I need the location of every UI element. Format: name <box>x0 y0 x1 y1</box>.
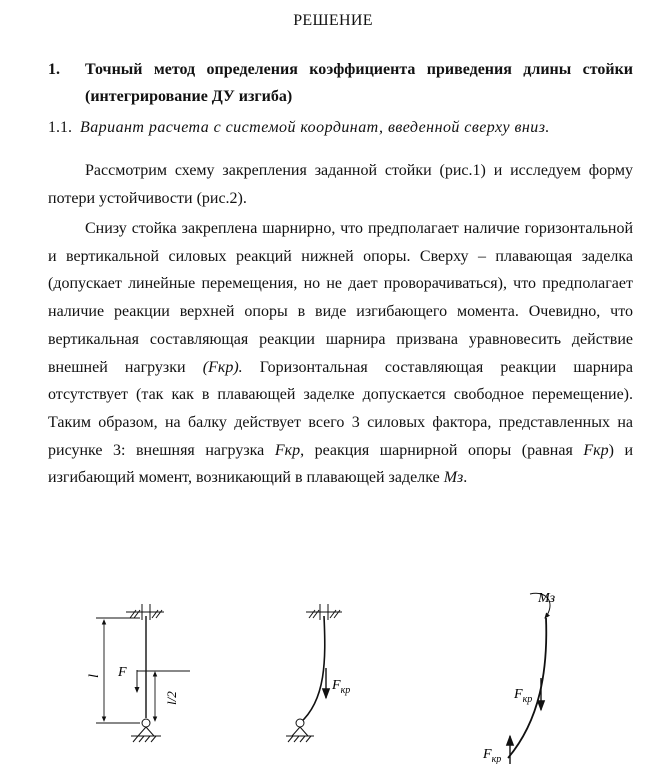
force-label: $F_{кр}$ <box>332 678 351 696</box>
paragraph-text: Снизу стойка закреплена шарнирно, что предполагает наличие горизонтальной и вертикальной силовых реакций нижней опоры. Сверху – плавающая заделка (допускает линейные перемещения, но не дает проворачиваться), что предполагает наличие реакции верхней опоры в виде изгибающего момента. Очевидно, что вертикальная составляющая реакции шарнира призвана уравновесить действие внешней нагрузки <box>48 220 633 376</box>
paragraph-analysis <box>48 215 633 492</box>
reaction-label: $F_{кр}$ <box>483 747 502 764</box>
half-length-label: l/2 <box>164 691 179 705</box>
force-label: $F_{кр}$ <box>514 687 533 705</box>
paragraph-text: ) и изгибающий момент, возникающий в плавающей заделке <box>48 441 634 487</box>
moment-symbol: Мз <box>443 469 464 487</box>
pin-support-icon <box>286 719 314 742</box>
pin-support-icon <box>131 719 161 742</box>
force-symbol: Fкр <box>583 441 609 459</box>
length-label: l <box>87 674 102 678</box>
figure-3-force-diagram <box>482 591 556 764</box>
figure-1-column-scheme <box>87 604 190 742</box>
figure-2-buckling-shape <box>286 604 350 742</box>
force-label: F <box>118 665 127 680</box>
paragraph-text: Горизонтальная составляющая реакции шарнира отсутствует (так как в плавающей заделке допускается свободное перемещение). Таким образом, на балку действует всего 3 силовых фактора, представленных на рисунке 3: внешняя нагрузка <box>48 358 633 459</box>
section-heading <box>48 56 633 110</box>
paragraph-text: , реакция шарнирной опоры (равная <box>300 441 584 459</box>
paragraph-intro: Рассмотрим схему закрепления заданной стойки (рис.1) и исследуем форму потери устойчивости (рис.2). <box>48 162 633 207</box>
figures-diagram <box>0 580 666 764</box>
subsection-number: 1.1. <box>48 119 72 136</box>
deformed-column-line <box>300 616 325 723</box>
force-symbol: Fкр <box>274 441 301 459</box>
subsection-heading <box>48 118 550 138</box>
paragraph-end: . <box>463 469 468 487</box>
subsection-title: Вариант расчета с системой координат, введенной сверху вниз. <box>80 119 550 136</box>
load-symbol: (Fкр). <box>202 358 243 376</box>
section-number: 1. <box>48 61 60 78</box>
moment-label: Мз <box>538 591 556 606</box>
section-title: Точный метод определения коэффициента приведения длины стойки (интегрирование ДУ изгиба) <box>85 61 633 105</box>
page-title: РЕШЕНИЕ <box>293 12 373 29</box>
